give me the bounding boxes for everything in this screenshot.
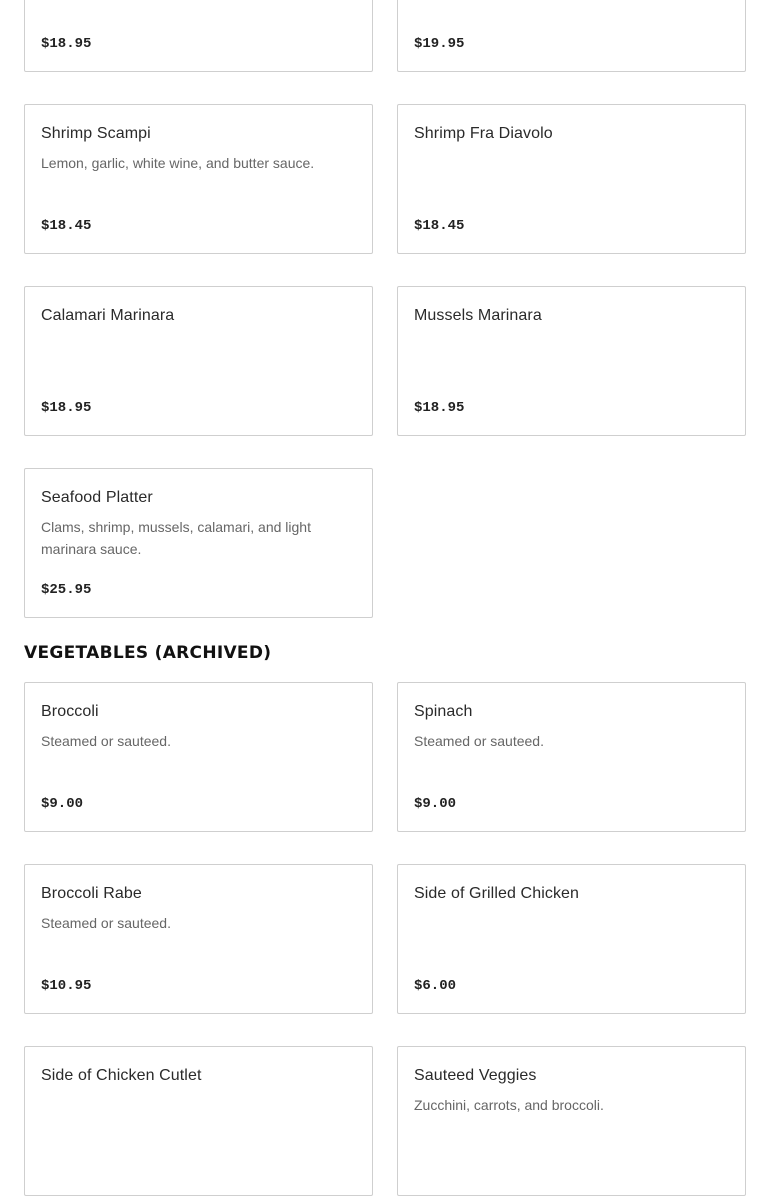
menu-item-price: $9.00: [414, 796, 457, 812]
menu-item-price: $9.00: [41, 796, 84, 812]
menu-item-card[interactable]: [24, 468, 373, 618]
menu-item-price: $18.95: [41, 400, 92, 416]
menu-item-price: $10.95: [41, 978, 92, 994]
menu-item-card[interactable]: [397, 286, 746, 436]
menu-item-description: Clams, shrimp, mussels, calamari, and light marinara sauce.: [41, 519, 311, 557]
menu-item-name: Side of Chicken Cutlet: [41, 1067, 202, 1084]
menu-item-name: Seafood Platter: [41, 489, 153, 506]
menu-item-card[interactable]: [397, 864, 746, 1014]
menu-item-card[interactable]: [397, 104, 746, 254]
menu-item-price: $6.00: [414, 978, 457, 994]
menu-item-name: Spinach: [414, 703, 473, 720]
menu-item-card[interactable]: [24, 1046, 373, 1196]
menu-item-description: Zucchini, carrots, and broccoli.: [414, 1097, 604, 1113]
menu-item-card[interactable]: [24, 104, 373, 254]
menu-item-name: Calamari Marinara: [41, 307, 175, 324]
menu-item-name: Mussels Marinara: [414, 307, 542, 324]
menu-item-description: Lemon, garlic, white wine, and butter sauce.: [41, 155, 315, 171]
menu-item-name: Broccoli Rabe: [41, 885, 142, 902]
menu-item-description: Steamed or sauteed.: [414, 733, 544, 749]
menu-item-card[interactable]: [397, 1046, 746, 1196]
menu-item-name: Shrimp Fra Diavolo: [414, 125, 553, 142]
menu-item-name: Broccoli: [41, 703, 99, 720]
menu-item-price: $18.95: [41, 36, 92, 52]
menu-item-card[interactable]: [24, 682, 373, 832]
menu-item-price: $18.95: [414, 400, 465, 416]
menu-item-name: Side of Grilled Chicken: [414, 885, 580, 902]
menu-item-card[interactable]: [24, 0, 373, 72]
menu-item-name: Shrimp Scampi: [41, 125, 151, 142]
menu-item-price: $18.45: [41, 218, 92, 234]
menu-item-price: $19.95: [414, 36, 465, 52]
menu-item-card[interactable]: [397, 0, 746, 72]
menu-item-card[interactable]: [397, 682, 746, 832]
menu-item-price: $18.45: [414, 218, 465, 234]
menu-item-name: Sauteed Veggies: [414, 1067, 537, 1084]
menu-item-card[interactable]: [24, 286, 373, 436]
menu-item-price: $25.95: [41, 582, 92, 598]
section-title: VEGETABLES (ARCHIVED): [24, 643, 272, 663]
menu-item-card[interactable]: [24, 864, 373, 1014]
menu-item-description: Steamed or sauteed.: [41, 915, 171, 931]
menu-item-description: Steamed or sauteed.: [41, 733, 171, 749]
